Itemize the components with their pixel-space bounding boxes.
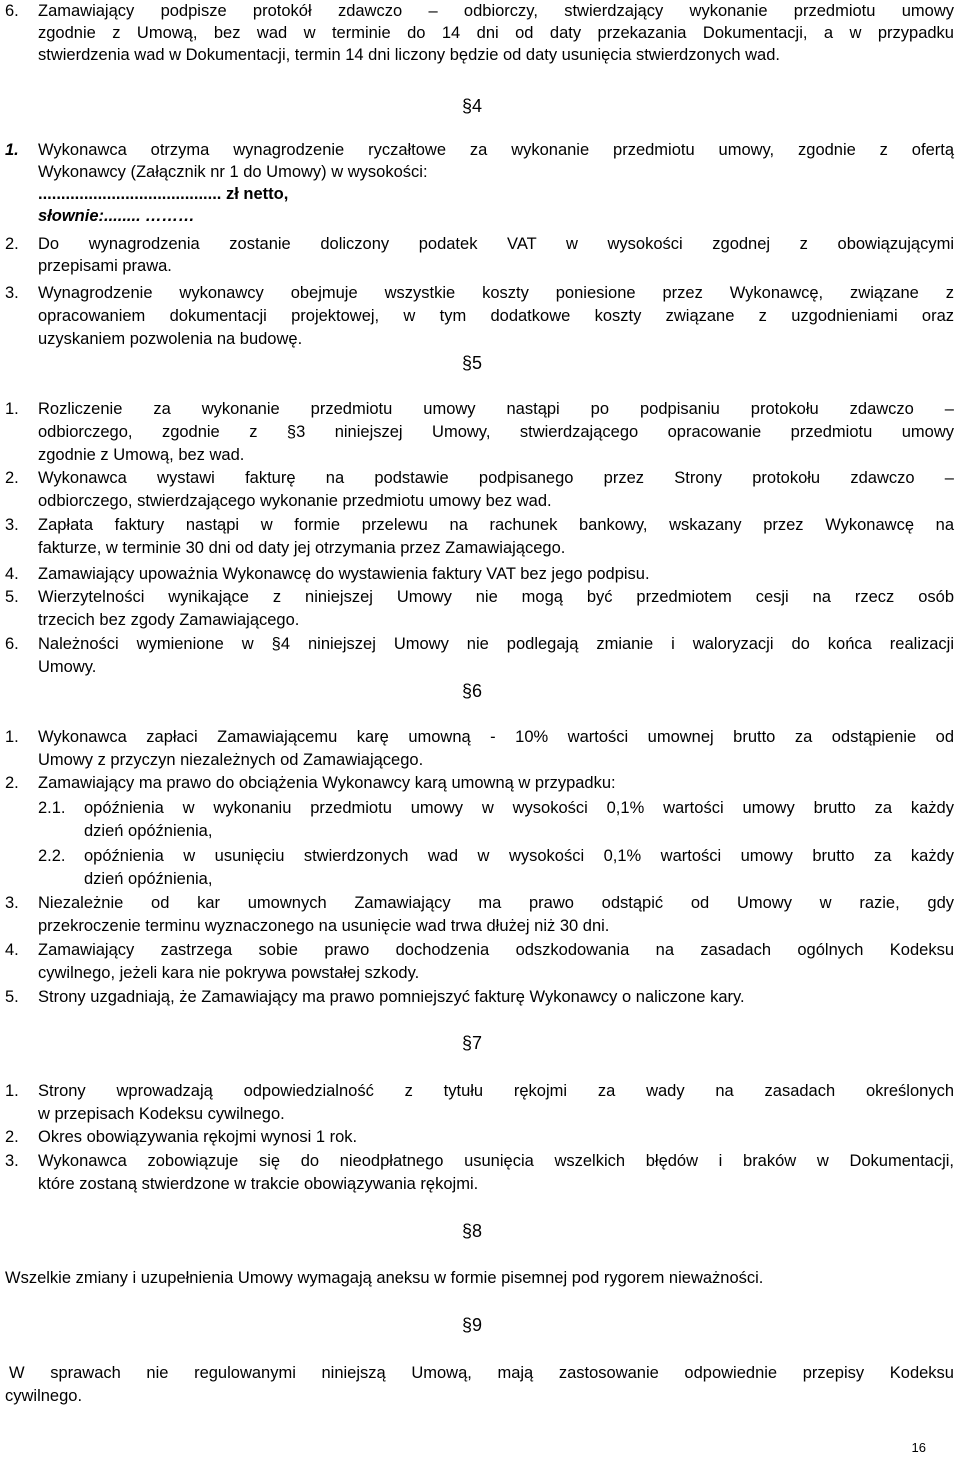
paragraph-line: odbiorczego, zgodnie z §3 niniejszej Umowy, stwierdzającego opracowanie przedmiotu umowy: [38, 423, 954, 441]
paragraph-line: zgodnie z Umową, bez wad.: [38, 446, 245, 464]
paragraph-line: dzień opóźnienia,: [84, 870, 213, 888]
item-number: 2.: [5, 1128, 19, 1146]
item-number: 6.: [5, 2, 19, 20]
paragraph-line: Zamawiający upoważnia Wykonawcę do wystawienia faktury VAT bez jego podpisu.: [38, 565, 650, 583]
paragraph-line: trzecich bez zgody Zamawiającego.: [38, 611, 300, 629]
item-number: 5.: [5, 988, 19, 1006]
section-heading: §9: [462, 1315, 483, 1335]
sub-item-number: 2.2.: [38, 847, 66, 865]
item-number: 3.: [5, 516, 19, 534]
paragraph-line: Należności wymienione w §4 niniejszej Umowy nie podlegają zmianie i waloryzacji do końca realizacji: [38, 635, 954, 653]
paragraph-line: Wynagrodzenie wykonawcy obejmuje wszystkie koszty poniesione przez Wykonawcę, związane z: [38, 284, 954, 302]
paragraph-line: cywilnego, jeżeli kara nie pokrywa powstałej szkody.: [38, 964, 420, 982]
paragraph-line: Wierzytelności wynikające z niniejszej Umowy nie mogą być przedmiotem cesji na rzecz osób: [38, 588, 954, 606]
paragraph-line: Zamawiający zastrzega sobie prawo dochodzenia odszkodowania na zasadach ogólnych Kodeksu: [38, 941, 954, 959]
item-number: 4.: [5, 941, 19, 959]
item-number: 1.: [5, 1082, 19, 1100]
paragraph-line: Wykonawca zobowiązuje się do nieodpłatnego usunięcia wszelkich błędów i braków w Dokumentacji,: [38, 1152, 954, 1170]
paragraph-line: fakturze, w terminie 30 dni od daty jej otrzymania przez Zamawiającego.: [38, 539, 566, 557]
paragraph-line: Wykonawca zapłaci Zamawiającemu karę umowną - 10% wartości umownej brutto za odstąpienie od: [38, 728, 954, 746]
paragraph-line: uzyskaniem pozwolenia na budowę.: [38, 330, 303, 348]
paragraph-line: opóźnienia w wykonaniu przedmiotu umowy w wysokości 0,1% wartości umowy brutto za każdy: [84, 799, 954, 817]
section-heading: §8: [462, 1221, 483, 1241]
item-number: 2.: [5, 469, 19, 487]
item-number: 3.: [5, 894, 19, 912]
paragraph-line: przekroczenie terminu wyznaczonego na usunięcie wad trwa dłużej niż 30 dni.: [38, 917, 610, 935]
paragraph-line: Niezależnie od kar umownych Zamawiający ma prawo odstąpić od Umowy w razie, gdy: [38, 894, 954, 912]
item-number: 3.: [5, 284, 19, 302]
amount-words-line: słownie:........ ………: [38, 207, 195, 225]
section-heading: §4: [462, 96, 483, 116]
paragraph-line: odbiorczego, stwierdzającego wykonanie przedmiotu umowy bez wad.: [38, 492, 552, 510]
paragraph-line: Wykonawca wystawi fakturę na podstawie podpisanego przez Strony protokołu zdawczo –: [38, 469, 954, 487]
paragraph-line: W sprawach nie regulowanymi niniejszą Umową, mają zastosowanie odpowiednie przepisy Kodeksu: [9, 1364, 954, 1382]
paragraph-line: które zostaną stwierdzone w trakcie obowiązywania rękojmi.: [38, 1175, 479, 1193]
paragraph-line: Wykonawca otrzyma wynagrodzenie ryczałtowe za wykonanie przedmiotu umowy, zgodnie z ofertą: [38, 141, 954, 159]
paragraph-line: cywilnego.: [5, 1387, 83, 1405]
paragraph-line: Wszelkie zmiany i uzupełnienia Umowy wymagają aneksu w formie pisemnej pod rygorem nieważności.: [5, 1269, 764, 1287]
section-heading: §6: [462, 681, 483, 701]
paragraph-line: Umowy z przyczyn niezależnych od Zamawiającego.: [38, 751, 424, 769]
paragraph-line: Do wynagrodzenia zostanie doliczony podatek VAT w wysokości zgodnej z obowiązującymi: [38, 235, 954, 253]
item-number: 2.: [5, 235, 19, 253]
item-number: 5.: [5, 588, 19, 606]
paragraph-line: dzień opóźnienia,: [84, 822, 213, 840]
paragraph-line: Wykonawcy (Załącznik nr 1 do Umowy) w wysokości:: [38, 163, 428, 181]
item-number: 1.: [5, 400, 19, 418]
paragraph-line: Strony wprowadzają odpowiedzialność z tytułu rękojmi za wady na zasadach określonych: [38, 1082, 954, 1100]
paragraph-line: Zapłata faktury nastąpi w formie przelewu na rachunek bankowy, wskazany przez Wykonawcę na: [38, 516, 954, 534]
paragraph-line: Zamawiający podpisze protokół zdawczo – odbiorczy, stwierdzający wykonanie przedmiotu umowy: [38, 2, 954, 20]
item-number: 2.: [5, 774, 19, 792]
paragraph-line: Umowy.: [38, 658, 97, 676]
sub-item-number: 2.1.: [38, 799, 66, 817]
item-number: 3.: [5, 1152, 19, 1170]
item-number: 4.: [5, 565, 19, 583]
paragraph-line: stwierdzenia wad w Dokumentacji, termin 14 dni liczony będzie od daty usunięcia stwierdzonych wad.: [38, 46, 780, 64]
item-number: 6.: [5, 635, 19, 653]
paragraph-line: opóźnienia w usunięciu stwierdzonych wad w wysokości 0,1% wartości umowy brutto za każdy: [84, 847, 954, 865]
paragraph-line: przepisami prawa.: [38, 257, 172, 275]
amount-line: ........................................ zł netto,: [38, 185, 289, 203]
page-number: 16: [911, 1440, 926, 1455]
paragraph-line: Okres obowiązywania rękojmi wynosi 1 rok.: [38, 1128, 358, 1146]
paragraph-line: Zamawiający ma prawo do obciążenia Wykonawcy karą umowną w przypadku:: [38, 774, 616, 792]
item-number: 1.: [5, 728, 19, 746]
section-heading: §7: [462, 1033, 483, 1053]
paragraph-line: Strony uzgadniają, że Zamawiający ma prawo pomniejszyć fakturę Wykonawcy o naliczone kary.: [38, 988, 745, 1006]
section-heading: §5: [462, 353, 483, 373]
paragraph-line: zgodnie z Umową, bez wad w terminie do 14 dni od daty przekazania Dokumentacji, a w przypadku: [38, 24, 954, 42]
item-number: 1.: [5, 141, 19, 159]
paragraph-line: w przepisach Kodeksu cywilnego.: [38, 1105, 285, 1123]
paragraph-line: opracowaniem dokumentacji projektowej, w tym dodatkowe koszty związane z uzgodnieniami oraz: [38, 307, 954, 325]
paragraph-line: Rozliczenie za wykonanie przedmiotu umowy nastąpi po podpisaniu protokołu zdawczo –: [38, 400, 954, 418]
